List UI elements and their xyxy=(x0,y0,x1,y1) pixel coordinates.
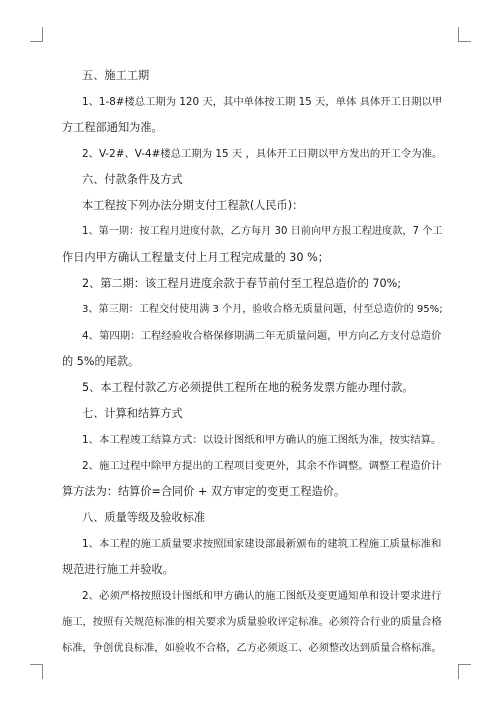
heading-settlement: 七、计算和结算方式 xyxy=(82,407,183,420)
paragraph-line: 本工程按下列办法分期支付工程款(人民币)： xyxy=(82,199,304,212)
paragraph-line: 1、本工程竣工结算方式：以设计图纸和甲方确认的施工图纸为准，按实结算。 xyxy=(82,434,442,446)
heading-payment: 六、付款条件及方式 xyxy=(82,173,183,186)
paragraph-line: 1、1-8#楼总工期为 120 天，其中单体按工期 15 天，单体 具体开工日期以甲 xyxy=(82,96,443,108)
paragraph-line: 的 5%的尾款。 xyxy=(62,355,140,368)
paragraph-line: 2、必须严格按照设计图纸和甲方确认的施工图纸及变更通知单和设计要求进行 xyxy=(82,590,442,602)
paragraph-line: 作日内甲方确认工程量支付上月工程完成量的 30 %； xyxy=(62,251,329,264)
paragraph-line: 5、本工程付款乙方必须提供工程所在地的税务发票方能办理付款。 xyxy=(82,381,414,394)
paragraph-line: 1、第一期：按工程月进度付款，乙方每月 30 日前向甲方报工程进度款，7 个工 xyxy=(82,226,443,237)
heading-schedule: 五、施工工期 xyxy=(82,69,150,82)
crop-mark-top-left xyxy=(30,27,43,42)
paragraph-line: 2、施工过程中除甲方提出的工程项目变更外，其余不作调整。调整工程造价计 xyxy=(82,460,442,472)
paragraph-line: 规范进行施工并验收。 xyxy=(62,563,174,576)
paragraph-line: 算方法为：结算价=合同价 + 双方审定的变更工程造价。 xyxy=(62,485,346,498)
paragraph-line: 标准，争创优良标准，如验收不合格，乙方必须返工、必须整改达到质量合格标准。 xyxy=(62,642,442,654)
paragraph-line: 2、第二期：该工程月进度余款于春节前付至工程总造价的 70%; xyxy=(82,277,401,290)
paragraph-line: 4、第四期：工程经验收合格保修期满二年无质量问题，甲方向乙方支付总造价 xyxy=(82,330,442,342)
paragraph-line: 施工，按照有关规范标准的相关要求为质量验收评定标准。必须符合行业的质量合格 xyxy=(62,616,442,628)
crop-mark-bottom-left xyxy=(30,664,43,679)
paragraph-line: 2、V-2#、V-4#楼总工期为 15 天 ，具体开工日期以甲方发出的开工令为准。 xyxy=(82,148,443,160)
paragraph-line: 3、第三期：工程交付使用满 3 个月，验收合格无质量问题，付至总造价的 95%; xyxy=(82,304,443,315)
heading-quality: 八、质量等级及验收标准 xyxy=(82,511,206,524)
crop-mark-top-right xyxy=(458,27,471,42)
crop-mark-bottom-right xyxy=(458,664,471,679)
paragraph-line: 1、本工程的施工质量要求按照国家建设部最新颁布的建筑工程施工质量标准和 xyxy=(82,538,442,550)
paragraph-line: 方工程部通知为准。 xyxy=(62,121,163,134)
